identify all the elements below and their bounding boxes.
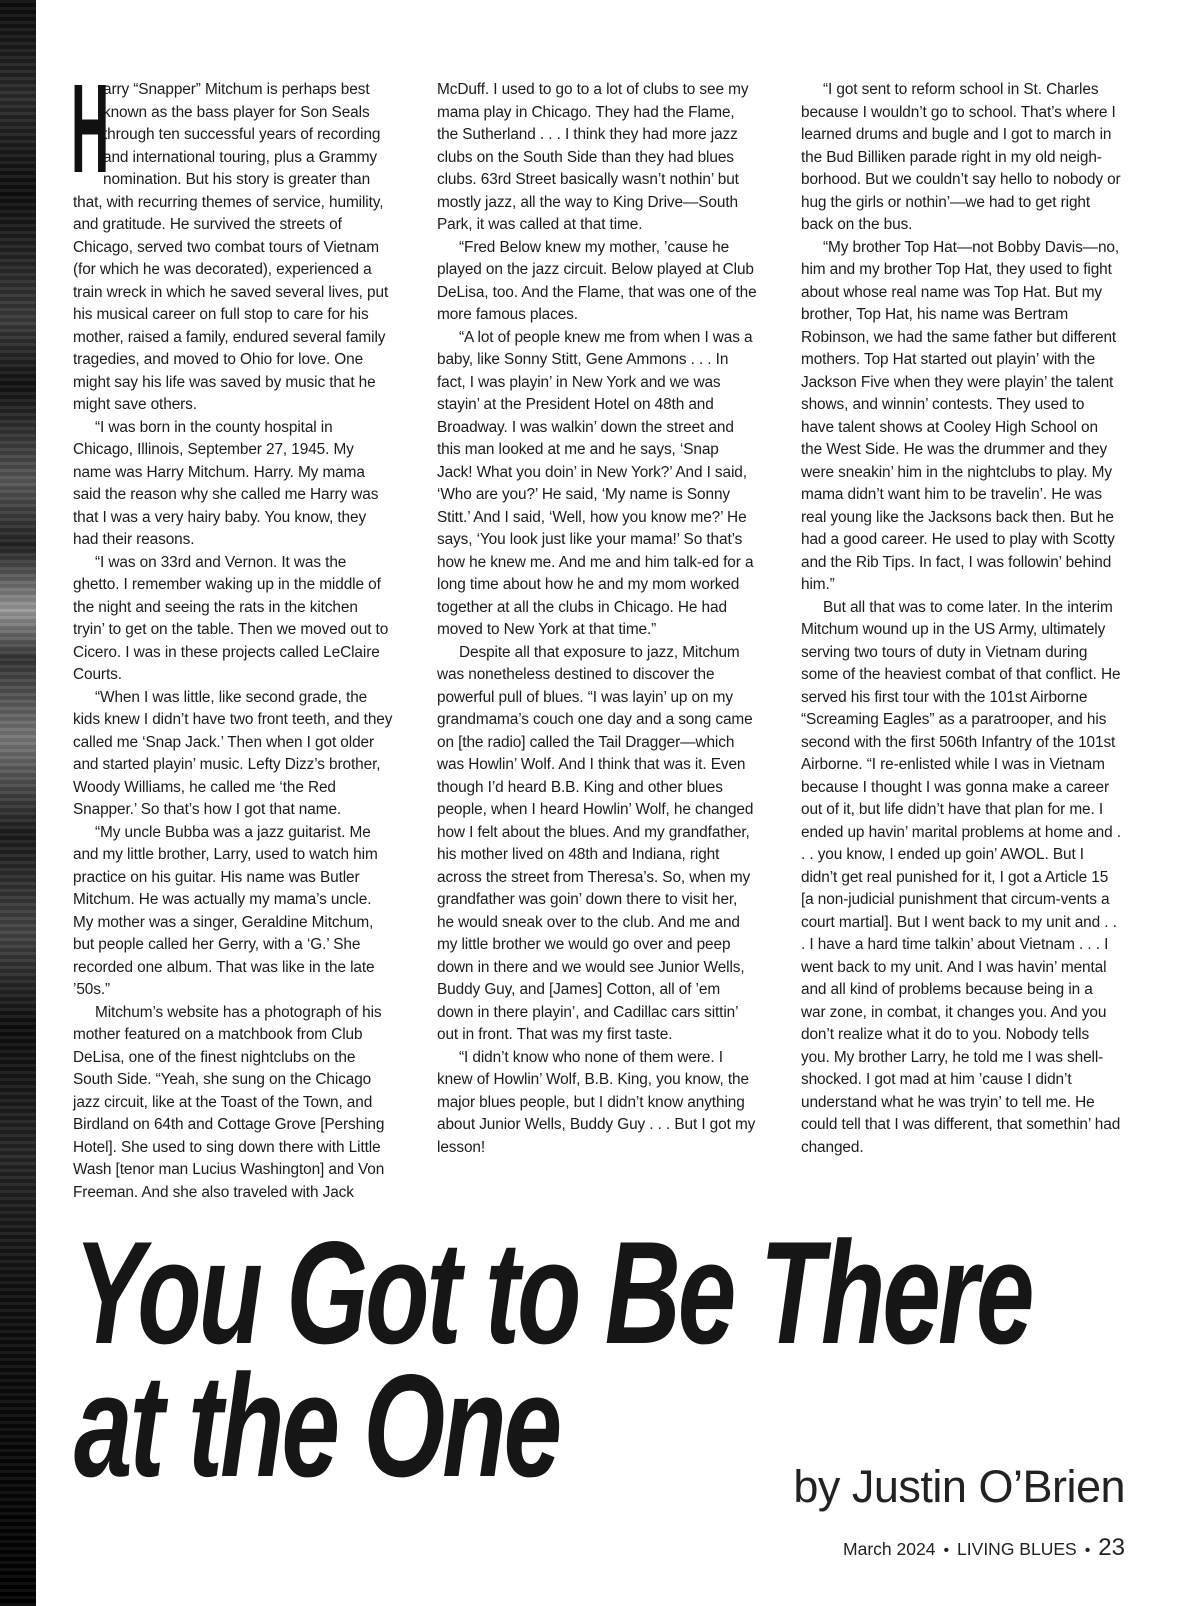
paragraph: McDuff. I used to go to a lot of clubs to see my mama play in Chicago. They had the Flame, the Sutherland . . . I think they had more jazz clubs on the South Side than they had blues clubs. 63rd Street basically wasn’t nothin’ but mostly jazz, all the way to King Drive—South Park, it was called at that time. (437, 81, 749, 233)
headline-line-1: You Got to Be There (74, 1211, 1032, 1374)
paragraph: Mitchum’s website has a photograph of his mother featured on a matchbook from Club DeLisa, one of the finest nightclubs on the South Side. “Yeah, she sung on the Chicago jazz circuit, like at the Toast of the Town, and Birdland on 64th and Cottage Grove [Pershing Hotel]. She used to sing down there with Little Wash [tenor man Lucius Washington] and Von Freeman. And she also traveled with Jack (73, 1003, 385, 1201)
paragraph: “I got sent to reform school in St. Charles because I wouldn’t go to school. That’s where I learned drums and bugle and I got to march in the Bud Billiken parade right in my old neigh-borhood. But we couldn’t say hello to nobody or hug the girls or nothin’—we had to get right back on the bus. (801, 81, 1121, 233)
article-column-1 (71, 58, 393, 1204)
page-footer (843, 1534, 1125, 1562)
paragraph: “Fred Below knew my mother, ’cause he played on the jazz circuit. Below played at Club DeLisa, too. And the Flame, that was one of the more famous places. (437, 238, 757, 323)
byline: by Justin O’Brien (793, 1461, 1125, 1512)
article-column-2 (437, 79, 757, 1159)
paragraph: “My uncle Bubba was a jazz guitarist. Me and my little brother, Larry, used to watch him practice on his guitar. His name was Butler Mitchum. He was actually my mama’s uncle. My mother was a singer, Geraldine Mitchum, but people called her Gerry, with a ‘G.’ She recorded one album. That was like in the late ’50s.” (73, 823, 378, 998)
paragraph: “A lot of people knew me from when I was a baby, like Sonny Stitt, Gene Ammons . . . In fact, I was playin’ in New York and we was stayin’ at the President Hotel on 48th and Broadway. I was walkin’ down the street and this man looked at me and he says, ‘Snap Jack! What you doin’ in New York?’ And I said, ‘Who are you?’ He said, ‘My name is Sonny Stitt.’ And I said, ‘Well, how you know me?’ He says, ‘You look just like your mama!’ So that’s how he knew me. And me and him talk-ed for a long time about how he and my mom worked together at all the clubs in Chicago. He had moved to New York at that time.” (437, 328, 754, 638)
separator-dot: • (1084, 1542, 1091, 1559)
paragraph: “My brother Top Hat—not Bobby Davis—no, him and my brother Top Hat, they used to fight about whose real name was Top Hat. But my brother, Top Hat, his name was Bertram Robinson, we had the same father but different mothers. Top Hat started out playin’ with the Jackson Five when they were playin’ the talent shows, and winnin’ contests. They used to have talent shows at Cooley High School on the West Side. He was the drummer and they were sneakin’ him in the nightclubs to play. My mama didn’t want him to be travelin’. He was real young like the Jacksons back then. But he had a good career. He used to play with Scotty and the Rib Tips. In fact, I was followin’ behind him.” (801, 238, 1120, 593)
paragraph: “I was on 33rd and Vernon. It was the ghetto. I remember waking up in the middle of the night and seeing the rats in the kitchen tryin’ to get on the table. Then we moved out to Cicero. I was in these projects called LeClaire Courts. (73, 553, 389, 683)
paragraph: “I was born in the county hospital in Chicago, Illinois, September 27, 1945. My name was Harry Mitchum. Harry. My mama said the reason why she called me Harry was that I was a very hairy baby. You know, they had their reasons. (73, 418, 379, 548)
article-column-3 (801, 79, 1121, 1159)
headline-line-2: at the One (74, 1344, 560, 1507)
magazine-name: LIVING BLUES (957, 1539, 1077, 1559)
paragraph: But all that was to come later. In the interim Mitchum wound up in the US Army, ultimately serving two tours of duty in Vietnam during some of the heaviest combat of that conflict. He served his first tour with the 101st Airborne “Screaming Eagles” as a paratrooper, and his second with the first 506th Infantry of the 101st Airborne. “I re-enlisted while I was in Vietnam because I thought I was gonna make a career out of it, but life didn’t have that plan for me. I ended up havin’ marital problems at home and . . . you know, I ended up goin’ AWOL. But I didn’t get real punished for it, I got a Article 15 [a non-judicial punishment that circum-vents a court martial]. But I went back to my unit and . . . I have a hard time talkin’ about Vietnam . . . I went back to my unit. And I was havin’ mental and all kind of problems because being in a war zone, in combat, it changes you. And you don’t realize what it do to you. Nobody tells you. My brother Larry, he told me I was shell-shocked. I got mad at him ’cause I didn’t understand what he was tryin’ to tell me. He could tell that I was different, that somethin’ had changed. (801, 598, 1121, 1156)
photo-edge-strip (0, 0, 36, 1606)
drop-cap: H (71, 58, 110, 199)
page-number: 23 (1098, 1534, 1125, 1561)
paragraph: “When I was little, like second grade, the kids knew I didn’t have two front teeth, and they called me ‘Snap Jack.’ Then when I got older and started playin’ music. Lefty Dizz’s brother, Woody Williams, he called me ‘the Red Snapper.’ So that’s how I got that name. (73, 688, 393, 818)
paragraph: “I didn’t know who none of them were. I knew of Howlin’ Wolf, B.B. King, you know, the major blues people, but I didn’t know anything about Junior Wells, Buddy Guy . . . But I got my lesson! (437, 1048, 756, 1156)
issue-date: March 2024 (843, 1539, 936, 1559)
paragraph: Despite all that exposure to jazz, Mitchum was nonetheless destined to discover the powerful pull of blues. “I was layin’ up on my grandmama’s couch one day and a song came on [the radio] called the Tail Dragger—which was Howlin’ Wolf. And I think that was it. Even though I’d heard B.B. King and other blues people, when I heard Howlin’ Wolf, he changed how I felt about the blues. And my grandfather, his mother lived on 48th and Indiana, right across the street from Theresa’s. So, when my grandfather was goin’ down there to visit her, he would sneak over to the club. And me and my little brother we would go over and peep down in there and we would see Junior Wells, Buddy Guy, and [James] Cotton, all of ’em down in there playin’, and Cadillac cars sittin’ out in front. That was my first taste. (437, 643, 754, 1043)
separator-dot: • (943, 1542, 950, 1559)
paragraph: arry “Snapper” Mitchum is perhaps best known as the bass player for Son Seals through ten successful years of recording and international touring, plus a Grammy nomination. But his story is greater than that, with recurring themes of service, humility, and gratitude. He survived the streets of Chicago, served two combat tours of Vietnam (for which he was decorated), experienced a train wreck in which he saved several lives, put his musical career on full stop to care for his mother, raised a family, endured several family tragedies, and moved to Ohio for love. One might say his life was saved by music that he might save others. (73, 81, 389, 413)
